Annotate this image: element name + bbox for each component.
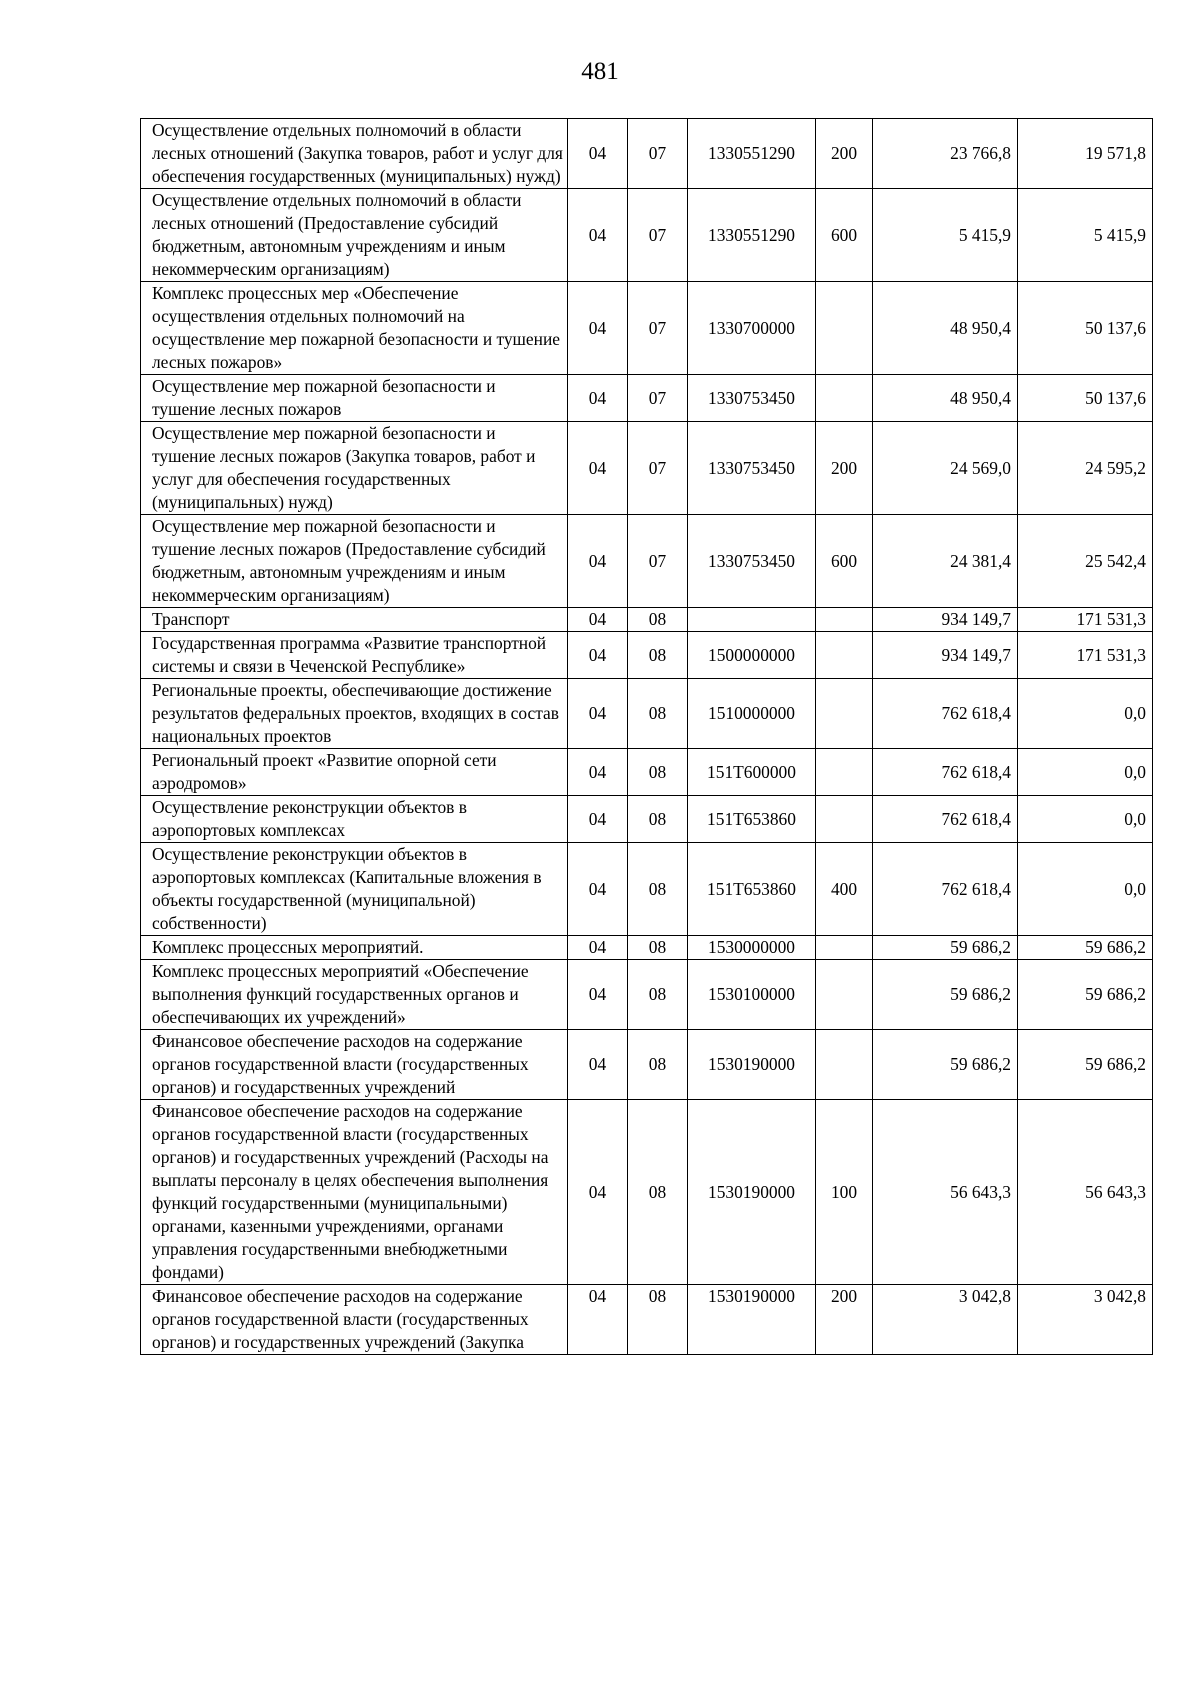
row-name: Осуществление реконструкции объектов в аэропортовых комплексах [141, 796, 568, 843]
cell-section: 04 [568, 632, 628, 679]
cell-sum-2: 59 686,2 [1018, 960, 1153, 1030]
cell-expense-type [816, 749, 873, 796]
cell-subsection: 08 [628, 936, 688, 960]
cell-subsection: 08 [628, 796, 688, 843]
cell-sum-1: 762 618,4 [873, 796, 1018, 843]
cell-sum-1: 59 686,2 [873, 960, 1018, 1030]
cell-sum-2: 19 571,8 [1018, 119, 1153, 189]
cell-section: 04 [568, 796, 628, 843]
page-number: 481 [581, 58, 619, 85]
cell-sum-1: 762 618,4 [873, 843, 1018, 936]
cell-subsection: 07 [628, 375, 688, 422]
cell-sum-1: 23 766,8 [873, 119, 1018, 189]
cell-section: 04 [568, 422, 628, 515]
cell-target-code: 151Т653860 [688, 796, 816, 843]
cell-sum-1: 24 569,0 [873, 422, 1018, 515]
cell-target-code: 151Т600000 [688, 749, 816, 796]
cell-sum-1: 5 415,9 [873, 189, 1018, 282]
cell-sum-1: 934 149,7 [873, 608, 1018, 632]
cell-sum-2: 171 531,3 [1018, 608, 1153, 632]
cell-target-code [688, 608, 816, 632]
row-name: Осуществление мер пожарной безопасности и тушение лесных пожаров (Закупка товаров, работ и услуг для обеспечения государственных (муниципальных) нужд) [141, 422, 568, 515]
row-name: Осуществление реконструкции объектов в аэропортовых комплексах (Капитальные вложения в объекты государственной (муниципальной) собственности) [141, 843, 568, 936]
table-body [141, 119, 1153, 1355]
row-name: Осуществление отдельных полномочий в области лесных отношений (Закупка товаров, работ и услуг для обеспечения государственных (муниципальных) нужд) [141, 119, 568, 189]
row-name: Осуществление отдельных полномочий в области лесных отношений (Предоставление субсидий бюджетным, автономным учреждениям и иным некоммерческим организациям) [141, 189, 568, 282]
cell-subsection: 08 [628, 608, 688, 632]
row-name: Региональные проекты, обеспечивающие достижение результатов федеральных проектов, входящих в состав национальных проектов [141, 679, 568, 749]
cell-section: 04 [568, 1030, 628, 1100]
cell-subsection: 08 [628, 749, 688, 796]
cell-sum-1: 934 149,7 [873, 632, 1018, 679]
row-name: Финансовое обеспечение расходов на содержание органов государственной власти (государственных органов) и государственных учреждений (Закупка [141, 1285, 568, 1355]
cell-subsection: 08 [628, 1285, 688, 1355]
cell-target-code: 1530100000 [688, 960, 816, 1030]
cell-sum-2: 24 595,2 [1018, 422, 1153, 515]
table-row [141, 632, 1153, 679]
cell-expense-type [816, 632, 873, 679]
cell-sum-1: 59 686,2 [873, 1030, 1018, 1100]
cell-section: 04 [568, 843, 628, 936]
table-row [141, 422, 1153, 515]
cell-expense-type: 600 [816, 189, 873, 282]
cell-section: 04 [568, 119, 628, 189]
budget-table [140, 118, 1153, 1355]
table-row [141, 515, 1153, 608]
cell-sum-2: 59 686,2 [1018, 1030, 1153, 1100]
cell-expense-type: 400 [816, 843, 873, 936]
cell-section: 04 [568, 515, 628, 608]
cell-sum-2: 50 137,6 [1018, 375, 1153, 422]
row-name: Комплекс процессных мер «Обеспечение осуществления отдельных полномочий на осуществление мер пожарной безопасности и тушение лесных пожаров» [141, 282, 568, 375]
cell-section: 04 [568, 1100, 628, 1285]
cell-expense-type [816, 282, 873, 375]
table-row [141, 189, 1153, 282]
cell-target-code: 1530190000 [688, 1030, 816, 1100]
cell-sum-2: 0,0 [1018, 679, 1153, 749]
cell-subsection: 08 [628, 632, 688, 679]
table-row [141, 608, 1153, 632]
cell-target-code: 1330551290 [688, 189, 816, 282]
cell-sum-2: 56 643,3 [1018, 1100, 1153, 1285]
cell-section: 04 [568, 375, 628, 422]
cell-subsection: 07 [628, 119, 688, 189]
cell-sum-1: 762 618,4 [873, 679, 1018, 749]
cell-subsection: 08 [628, 843, 688, 936]
table-row [141, 960, 1153, 1030]
row-name: Государственная программа «Развитие транспортной системы и связи в Чеченской Республике» [141, 632, 568, 679]
cell-sum-1: 762 618,4 [873, 749, 1018, 796]
cell-section: 04 [568, 960, 628, 1030]
table-row [141, 1030, 1153, 1100]
row-name: Комплекс процессных мероприятий «Обеспечение выполнения функций государственных органов и обеспечивающих их учреждений» [141, 960, 568, 1030]
cell-sum-2: 59 686,2 [1018, 936, 1153, 960]
row-name: Осуществление мер пожарной безопасности и тушение лесных пожаров (Предоставление субсидий бюджетным, автономным учреждениям и иным некоммерческим организациям) [141, 515, 568, 608]
cell-expense-type [816, 960, 873, 1030]
cell-expense-type [816, 608, 873, 632]
row-name: Комплекс процессных мероприятий. [141, 936, 568, 960]
cell-section: 04 [568, 1285, 628, 1355]
cell-sum-2: 171 531,3 [1018, 632, 1153, 679]
table-row [141, 1285, 1153, 1355]
row-name: Осуществление мер пожарной безопасности и тушение лесных пожаров [141, 375, 568, 422]
cell-section: 04 [568, 936, 628, 960]
cell-target-code: 1500000000 [688, 632, 816, 679]
cell-sum-2: 0,0 [1018, 796, 1153, 843]
cell-expense-type: 200 [816, 422, 873, 515]
cell-subsection: 07 [628, 515, 688, 608]
cell-sum-1: 3 042,8 [873, 1285, 1018, 1355]
cell-sum-2: 5 415,9 [1018, 189, 1153, 282]
cell-section: 04 [568, 679, 628, 749]
cell-sum-1: 56 643,3 [873, 1100, 1018, 1285]
table-row [141, 749, 1153, 796]
cell-sum-1: 59 686,2 [873, 936, 1018, 960]
table-row [141, 796, 1153, 843]
table-row [141, 282, 1153, 375]
cell-expense-type: 600 [816, 515, 873, 608]
table-row [141, 679, 1153, 749]
cell-section: 04 [568, 189, 628, 282]
cell-sum-1: 24 381,4 [873, 515, 1018, 608]
table-row [141, 843, 1153, 936]
cell-target-code: 151Т653860 [688, 843, 816, 936]
cell-expense-type: 200 [816, 119, 873, 189]
cell-expense-type [816, 1030, 873, 1100]
cell-section: 04 [568, 282, 628, 375]
cell-expense-type: 200 [816, 1285, 873, 1355]
row-name: Региональный проект «Развитие опорной сети аэродромов» [141, 749, 568, 796]
cell-target-code: 1330753450 [688, 515, 816, 608]
cell-target-code: 1330700000 [688, 282, 816, 375]
cell-target-code: 1330753450 [688, 422, 816, 515]
cell-subsection: 07 [628, 282, 688, 375]
cell-sum-2: 25 542,4 [1018, 515, 1153, 608]
cell-target-code: 1530190000 [688, 1285, 816, 1355]
cell-section: 04 [568, 749, 628, 796]
cell-expense-type [816, 796, 873, 843]
table-row [141, 1100, 1153, 1285]
cell-target-code: 1530190000 [688, 1100, 816, 1285]
cell-sum-1: 48 950,4 [873, 375, 1018, 422]
table-row [141, 375, 1153, 422]
cell-target-code: 1530000000 [688, 936, 816, 960]
cell-target-code: 1510000000 [688, 679, 816, 749]
cell-expense-type [816, 375, 873, 422]
cell-sum-2: 0,0 [1018, 749, 1153, 796]
cell-subsection: 08 [628, 960, 688, 1030]
cell-sum-1: 48 950,4 [873, 282, 1018, 375]
cell-subsection: 08 [628, 1100, 688, 1285]
row-name: Финансовое обеспечение расходов на содержание органов государственной власти (государственных органов) и государственных учреждений (Расходы на выплаты персоналу в целях обеспечения выполнения функций государственными (муниципальными) органами, казенными учреждениями, органами управления государственными внебюджетными фондами) [141, 1100, 568, 1285]
cell-expense-type: 100 [816, 1100, 873, 1285]
cell-sum-2: 0,0 [1018, 843, 1153, 936]
row-name: Транспорт [141, 608, 568, 632]
row-name: Финансовое обеспечение расходов на содержание органов государственной власти (государственных органов) и государственных учреждений [141, 1030, 568, 1100]
cell-section: 04 [568, 608, 628, 632]
cell-subsection: 08 [628, 1030, 688, 1100]
cell-subsection: 08 [628, 679, 688, 749]
cell-target-code: 1330551290 [688, 119, 816, 189]
table-row [141, 936, 1153, 960]
cell-expense-type [816, 679, 873, 749]
cell-target-code: 1330753450 [688, 375, 816, 422]
cell-expense-type [816, 936, 873, 960]
table-row [141, 119, 1153, 189]
cell-subsection: 07 [628, 422, 688, 515]
cell-sum-2: 50 137,6 [1018, 282, 1153, 375]
cell-subsection: 07 [628, 189, 688, 282]
cell-sum-2: 3 042,8 [1018, 1285, 1153, 1355]
